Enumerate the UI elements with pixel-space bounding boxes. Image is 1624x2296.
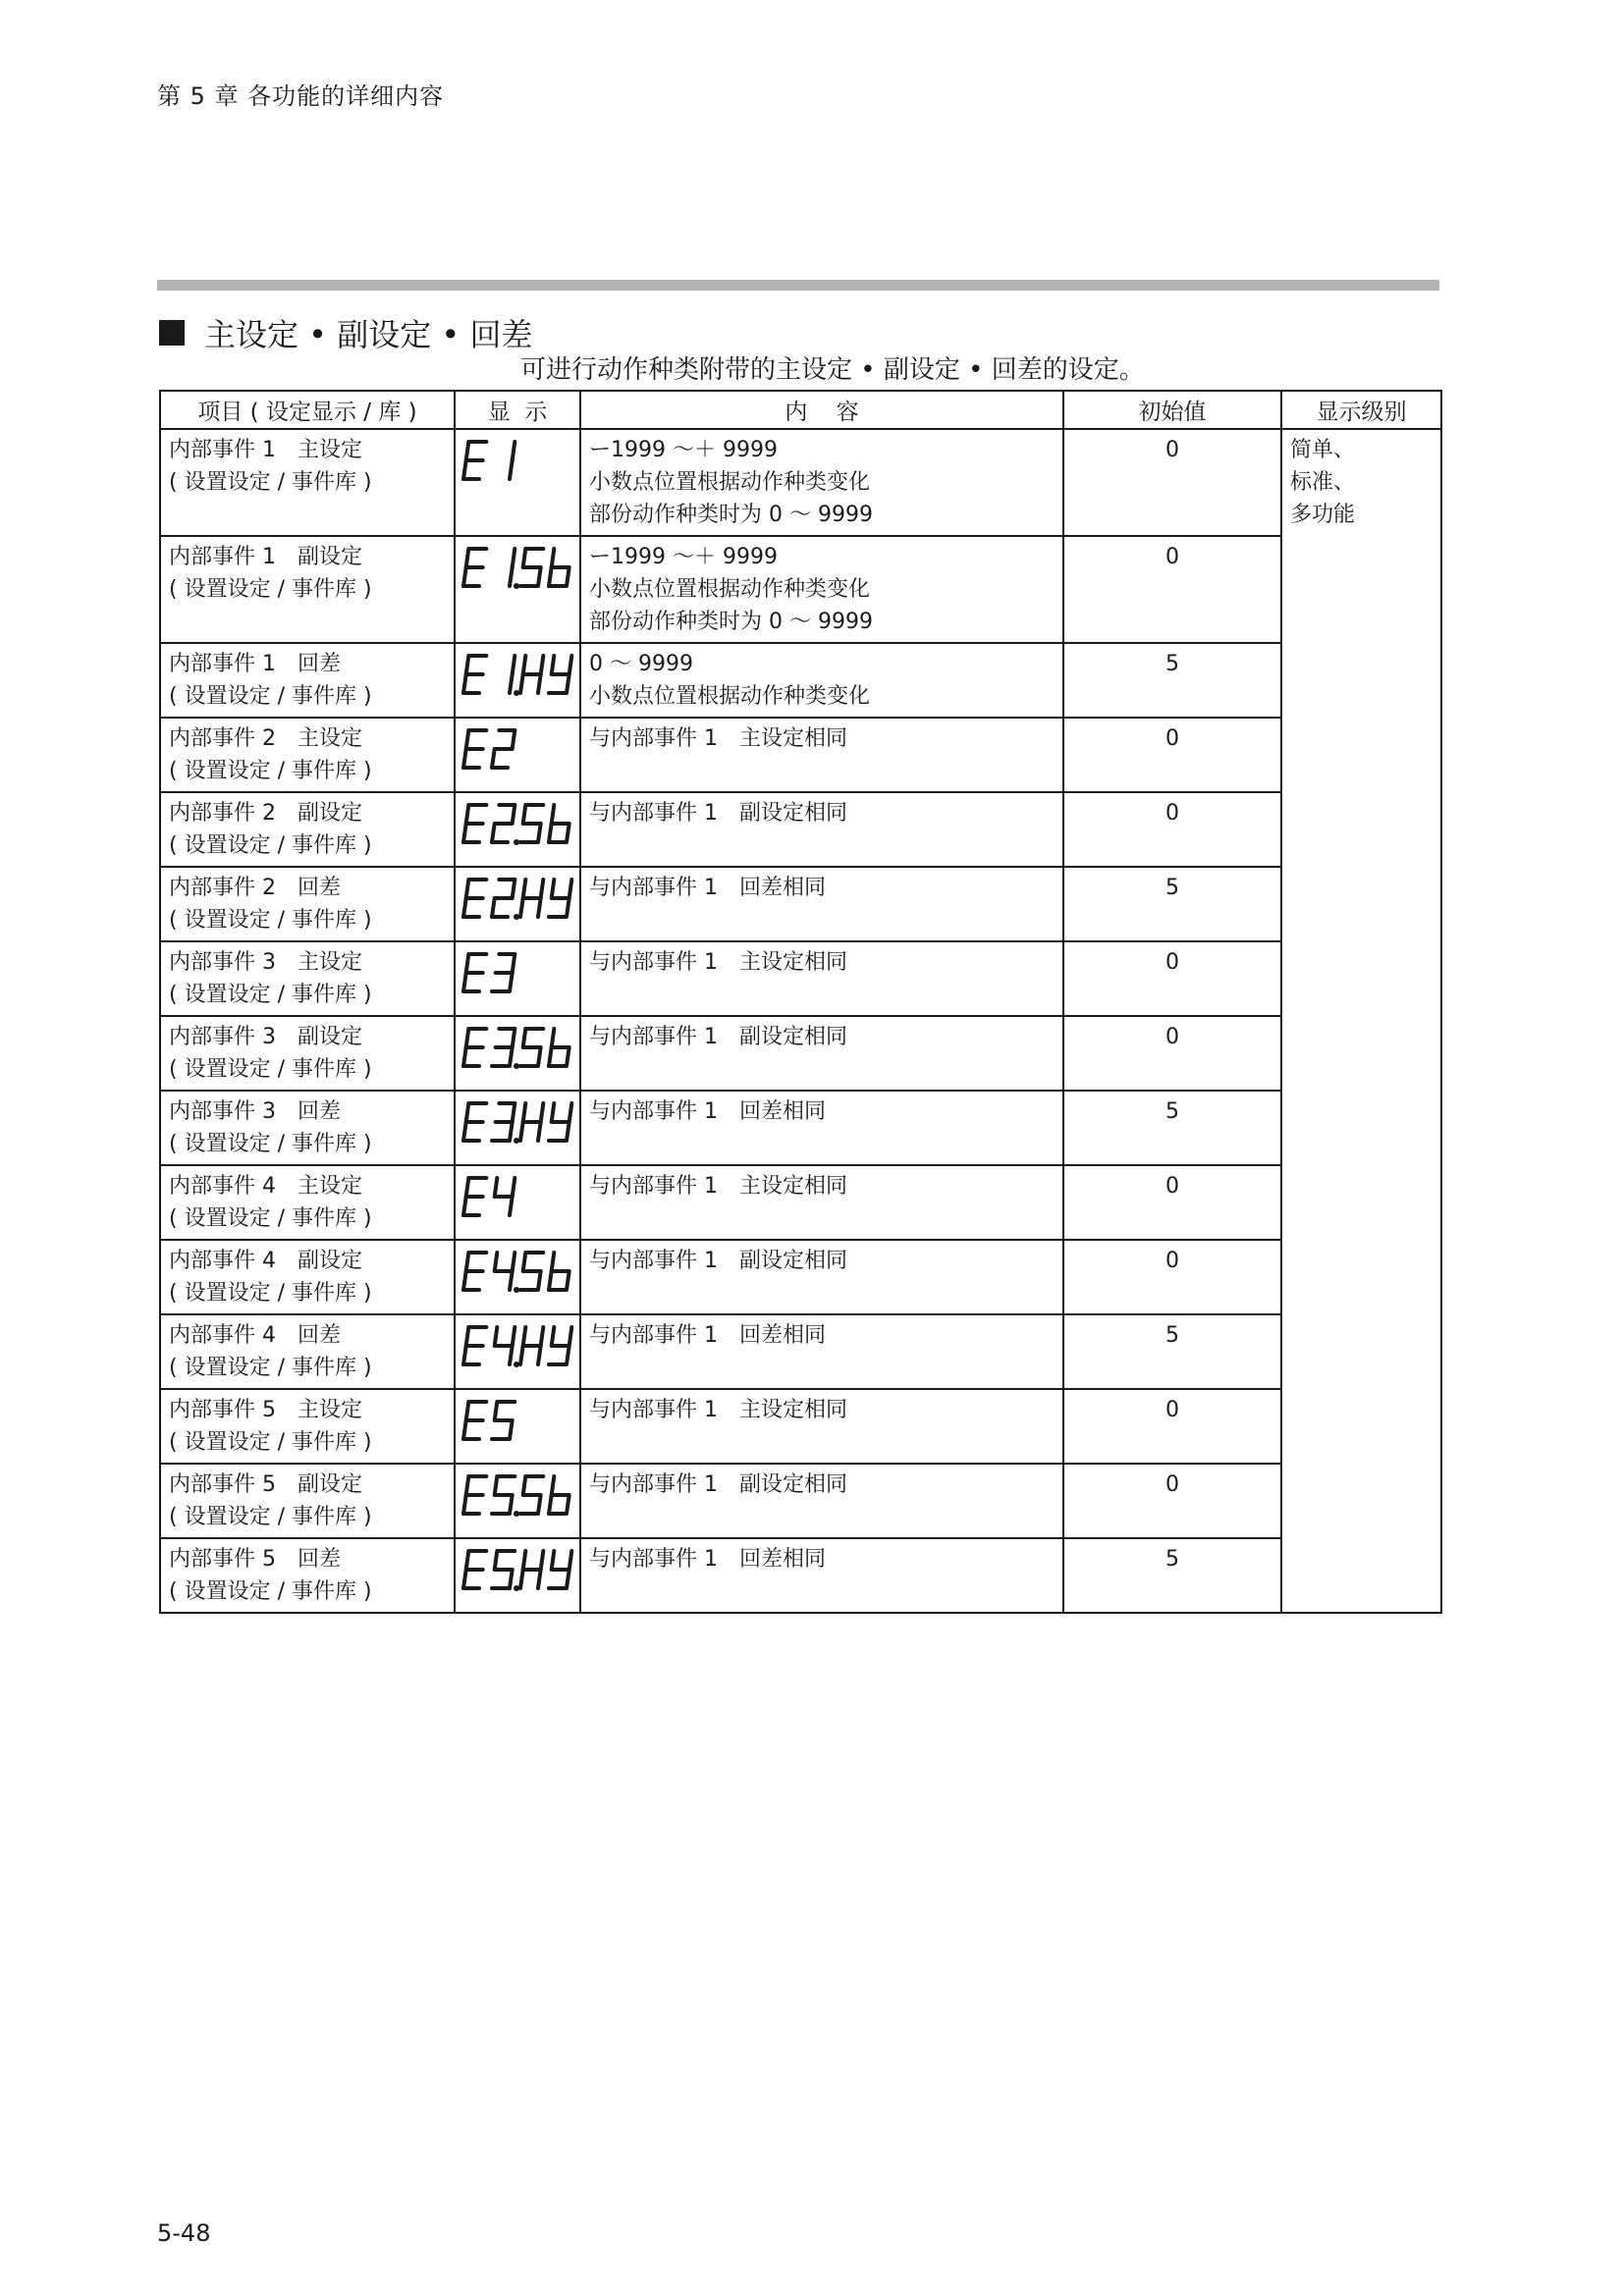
seven-segment-icon [461,1549,577,1594]
content-cell [580,1165,1063,1240]
display-cell [455,1240,580,1314]
content-line: 部份动作种类时为 0 ～ 9999 [589,610,873,634]
content-line: 小数点位置根据动作种类变化 [589,684,871,709]
section-intro: 可进行动作种类附带的主设定 • 副设定 • 回差的设定。 [520,355,1145,385]
level-line: 多功能 [1290,503,1356,527]
header-item: 项目 ( 设定显示 / 库 ) [160,391,455,429]
header-level: 显示级别 [1281,391,1441,429]
chapter-header: 第 5 章 各功能的详细内容 [157,82,445,110]
item-line: ( 设置设定 / 事件库 ) [169,1505,372,1529]
display-cell [455,429,580,536]
item-line: 内部事件 5 副设定 [169,1472,362,1497]
initial-value: 0 [1165,950,1179,975]
item-line: ( 设置设定 / 事件库 ) [169,1057,372,1082]
header-initial: 初始值 [1063,391,1281,429]
item-cell [160,792,455,867]
seven-segment-icon [461,1325,577,1370]
item-cell [160,1389,455,1464]
initial-cell [1063,792,1281,867]
initial-cell [1063,1240,1281,1314]
seven-segment-icon [461,1400,577,1445]
initial-cell [1063,1165,1281,1240]
item-line: ( 设置设定 / 事件库 ) [169,908,372,933]
content-line: 与内部事件 1 副设定相同 [589,1025,847,1049]
item-cell [160,1091,455,1165]
content-line: 小数点位置根据动作种类变化 [589,577,871,602]
item-line: ( 设置设定 / 事件库 ) [169,1206,372,1231]
content-cell [580,1314,1063,1389]
initial-cell [1063,1314,1281,1389]
black-square-icon [159,320,185,346]
content-line: ー1999 ～＋ 9999 [589,438,778,462]
initial-value: 0 [1165,801,1179,826]
content-line: 部份动作种类时为 0 ～ 9999 [589,503,873,527]
content-line: 与内部事件 1 回差相同 [589,1547,826,1572]
content-line: 与内部事件 1 主设定相同 [589,726,847,751]
initial-cell [1063,643,1281,718]
content-cell [580,1389,1063,1464]
initial-cell [1063,1016,1281,1091]
display-cell [455,1314,580,1389]
seven-segment-icon [461,1027,577,1072]
table-row [160,1538,1441,1613]
item-line: ( 设置设定 / 事件库 ) [169,759,372,783]
seven-segment-icon [461,654,577,699]
seven-segment-icon [461,1101,577,1147]
content-line: 与内部事件 1 副设定相同 [589,1472,847,1497]
header-content: 内 容 [580,391,1063,429]
display-cell [455,643,580,718]
content-line: 与内部事件 1 主设定相同 [589,950,847,975]
level-line: 标准、 [1290,470,1356,495]
content-cell [580,536,1063,643]
display-cell [455,1091,580,1165]
table-row [160,429,1441,536]
initial-value: 0 [1165,1472,1179,1497]
seven-segment-icon [461,1251,577,1296]
content-cell [580,1240,1063,1314]
item-cell [160,1538,455,1613]
item-line: 内部事件 4 副设定 [169,1249,362,1273]
seven-segment-icon [461,1474,577,1520]
table-row [160,1240,1441,1314]
initial-cell [1063,941,1281,1016]
section-title [159,310,532,355]
content-line: 与内部事件 1 副设定相同 [589,801,847,826]
item-line: ( 设置设定 / 事件库 ) [169,684,372,709]
item-line: ( 设置设定 / 事件库 ) [169,1132,372,1156]
table-row [160,867,1441,941]
seven-segment-icon [461,878,577,923]
item-line: 内部事件 3 副设定 [169,1025,362,1049]
item-line: 内部事件 1 主设定 [169,438,362,462]
item-cell [160,1016,455,1091]
seven-segment-icon [461,728,577,774]
content-line: 与内部事件 1 副设定相同 [589,1249,847,1273]
content-cell [580,1091,1063,1165]
content-line: 与内部事件 1 主设定相同 [589,1174,847,1199]
item-line: 内部事件 1 回差 [169,652,341,676]
item-line: ( 设置设定 / 事件库 ) [169,833,372,858]
page-number: 5-48 [157,2219,211,2247]
table-row [160,1464,1441,1538]
content-cell [580,941,1063,1016]
item-line: 内部事件 4 回差 [169,1323,341,1348]
initial-cell [1063,536,1281,643]
initial-value: 0 [1165,1398,1179,1422]
display-cell [455,867,580,941]
level-cell [1281,429,1441,1613]
content-line: 与内部事件 1 主设定相同 [589,1398,847,1422]
item-cell [160,643,455,718]
initial-value: 0 [1165,1249,1179,1273]
level-line: 简单、 [1290,438,1356,462]
item-line: 内部事件 1 副设定 [169,545,362,569]
display-cell [455,1538,580,1613]
content-cell [580,1538,1063,1613]
content-line: 与内部事件 1 回差相同 [589,1099,826,1124]
seven-segment-icon [461,440,577,485]
initial-value: 0 [1165,1174,1179,1199]
initial-cell [1063,1538,1281,1613]
item-cell [160,718,455,792]
initial-value: 0 [1165,545,1179,569]
item-line: 内部事件 5 主设定 [169,1398,362,1422]
table-row [160,536,1441,643]
content-cell [580,1016,1063,1091]
content-cell [580,643,1063,718]
item-cell [160,1240,455,1314]
display-cell [455,792,580,867]
initial-value: 5 [1165,1099,1179,1124]
display-cell [455,1165,580,1240]
content-cell [580,429,1063,536]
initial-cell [1063,1464,1281,1538]
seven-segment-icon [461,1176,577,1221]
table-row [160,1389,1441,1464]
content-line: 0 ～ 9999 [589,652,693,676]
initial-value: 5 [1165,652,1179,676]
item-line: ( 设置设定 / 事件库 ) [169,1430,372,1455]
item-cell [160,867,455,941]
display-cell [455,1464,580,1538]
item-cell [160,941,455,1016]
item-line: 内部事件 3 回差 [169,1099,341,1124]
content-line: ー1999 ～＋ 9999 [589,545,778,569]
content-line: 与内部事件 1 回差相同 [589,876,826,900]
display-cell [455,536,580,643]
item-cell [160,1314,455,1389]
item-cell [160,1464,455,1538]
content-cell [580,718,1063,792]
item-line: ( 设置设定 / 事件库 ) [169,983,372,1007]
table-row [160,1091,1441,1165]
initial-cell [1063,867,1281,941]
initial-value: 5 [1165,1547,1179,1572]
item-line: 内部事件 2 副设定 [169,801,362,826]
initial-cell [1063,429,1281,536]
seven-segment-icon [461,803,577,848]
item-cell [160,429,455,536]
item-line: ( 设置设定 / 事件库 ) [169,577,372,602]
table-row [160,1165,1441,1240]
table-row [160,941,1441,1016]
initial-cell [1063,1389,1281,1464]
section-title-text: 主设定 • 副设定 • 回差 [204,316,533,353]
item-line: 内部事件 3 主设定 [169,950,362,975]
item-line: 内部事件 2 回差 [169,876,341,900]
content-cell [580,867,1063,941]
seven-segment-icon [461,547,577,592]
item-cell [160,1165,455,1240]
item-cell [160,536,455,643]
table-row [160,1314,1441,1389]
item-line: 内部事件 4 主设定 [169,1174,362,1199]
table-row [160,1016,1441,1091]
initial-value: 0 [1165,1025,1179,1049]
item-line: 内部事件 2 主设定 [169,726,362,751]
initial-value: 5 [1165,876,1179,900]
display-cell [455,718,580,792]
item-line: ( 设置设定 / 事件库 ) [169,470,372,495]
table-header-row [160,391,1441,429]
content-line: 与内部事件 1 回差相同 [589,1323,826,1348]
display-cell [455,1016,580,1091]
seven-segment-icon [461,952,577,997]
content-cell [580,792,1063,867]
display-cell [455,1389,580,1464]
table-row [160,792,1441,867]
display-cell [455,941,580,1016]
initial-cell [1063,718,1281,792]
table-row [160,718,1441,792]
content-line: 小数点位置根据动作种类变化 [589,470,871,495]
item-line: ( 设置设定 / 事件库 ) [169,1281,372,1306]
item-line: ( 设置设定 / 事件库 ) [169,1356,372,1380]
content-cell [580,1464,1063,1538]
item-line: ( 设置设定 / 事件库 ) [169,1579,372,1604]
section-divider [157,280,1439,291]
header-display: 显 示 [455,391,580,429]
initial-value: 0 [1165,726,1179,751]
table-row [160,643,1441,718]
initial-cell [1063,1091,1281,1165]
parameter-table [159,390,1442,1614]
item-line: 内部事件 5 回差 [169,1547,341,1572]
initial-value: 0 [1165,438,1179,462]
initial-value: 5 [1165,1323,1179,1348]
